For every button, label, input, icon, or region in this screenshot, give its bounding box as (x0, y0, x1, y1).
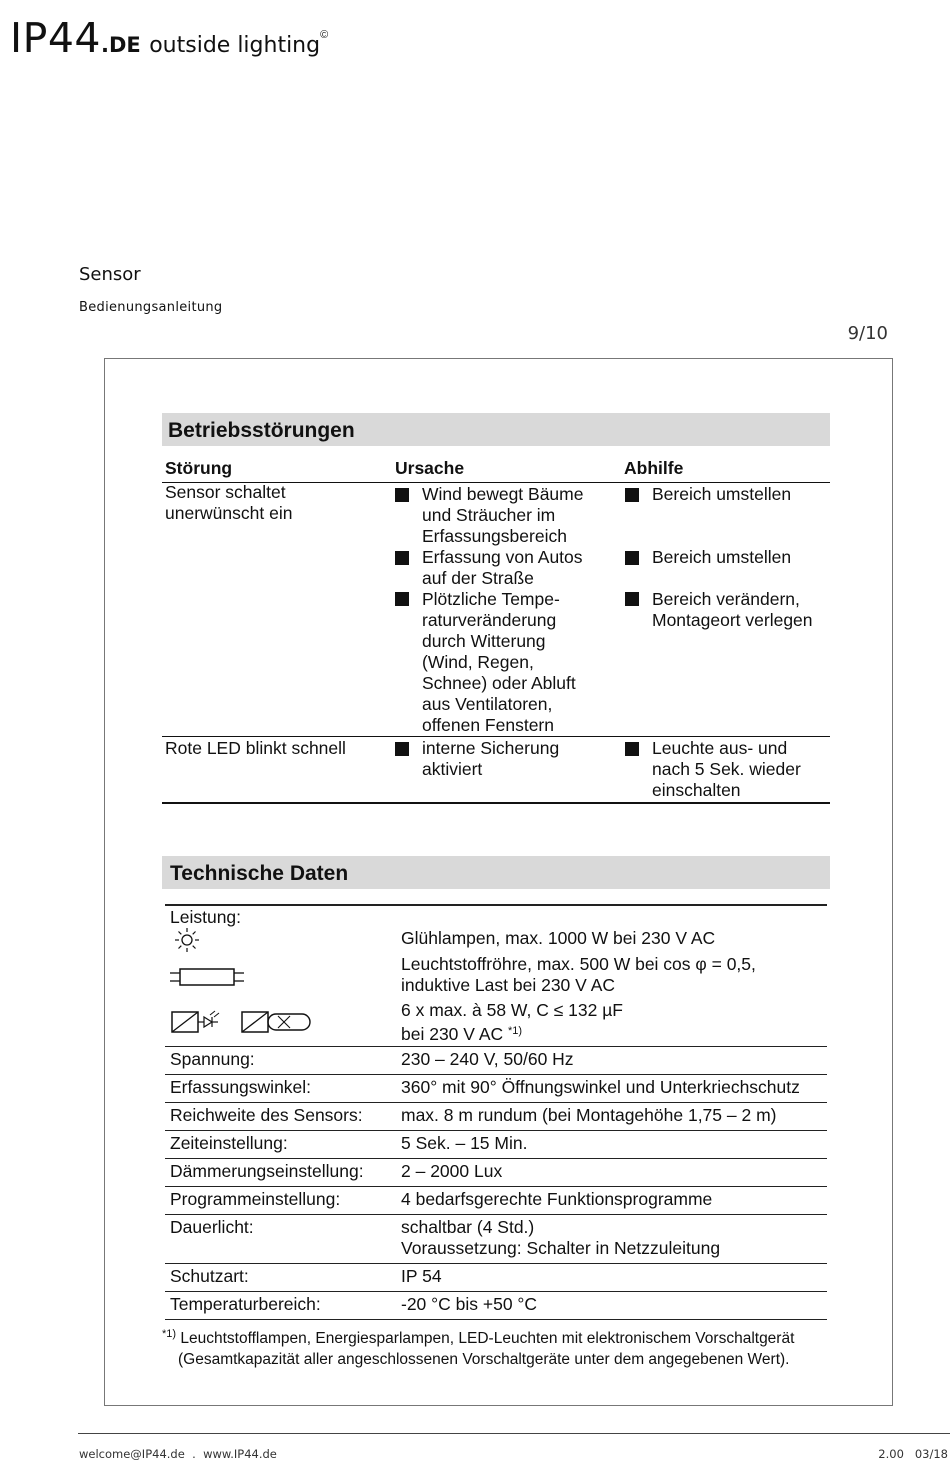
power-ballast-line-2 (401, 1021, 522, 1045)
page-number: 9/10 (847, 323, 888, 344)
document-title: Sensor (79, 264, 141, 285)
cause-1-3-line-4: (Wind, Regen, (422, 652, 534, 672)
footer-contact: welcome@IP44.de . www.IP44.de (79, 1447, 277, 1461)
spec-value-twilight: 2 – 2000 Lux (401, 1161, 503, 1181)
spec-value-program: 4 bedarfsgerechte Funktionsprogramme (401, 1189, 713, 1209)
footnote (162, 1324, 794, 1370)
remedy-2-line-2: nach 5 Sek. wieder (652, 759, 801, 779)
bullet-icon (625, 551, 639, 565)
technical-heading: Technische Daten (170, 862, 349, 885)
power-ballast-text: bei 230 V AC (401, 1024, 504, 1044)
electronic-ballast-icon (170, 1008, 314, 1036)
tech-table-top-rule (165, 904, 827, 906)
remedy-2-line-1: Leuchte aus- und (652, 738, 788, 758)
spec-value-voltage: 230 – 240 V, 50/60 Hz (401, 1049, 574, 1069)
fault-1-line-1: Sensor schaltet (165, 482, 286, 502)
spec-value-permanent-light-line-2: Voraussetzung: Schalter in Netzzuleitung (401, 1238, 721, 1258)
troubleshooting-heading-bar (162, 413, 830, 446)
power-ballast-footnote-ref: *1) (508, 1025, 523, 1037)
spec-label-voltage: Spannung: (170, 1049, 255, 1069)
logo-brand: IP44 (10, 14, 101, 62)
power-label: Leistung: (170, 907, 242, 927)
cause-1-2-line-2: auf der Straße (422, 568, 534, 588)
cause-2-line-2: aktiviert (422, 759, 483, 779)
bullet-icon (395, 592, 409, 606)
remedy-2-line-3: einschalten (652, 780, 741, 800)
spec-value-detection-angle: 360° mit 90° Öffnungswinkel und Unterkriechschutz (401, 1077, 800, 1097)
spec-value-time: 5 Sek. – 15 Min. (401, 1133, 528, 1153)
footnote-line-1 (162, 1324, 794, 1349)
power-fluorescent-line-1: Leuchtstoffröhre, max. 500 W bei cos φ = 0,5, (401, 954, 756, 974)
cause-1-2-line-1: Erfassung von Autos (422, 547, 583, 567)
bullet-icon (625, 742, 639, 756)
logo-tagline: outside lighting (149, 33, 321, 58)
cause-1-3-line-7: offenen Fenstern (422, 715, 554, 735)
tech-divider (165, 1046, 827, 1047)
remedy-1-3-line-1: Bereich verändern, (652, 589, 800, 609)
column-header-remedy: Abhilfe (624, 458, 684, 478)
power-fluorescent-line-2: induktive Last bei 230 V AC (401, 975, 616, 995)
footer-version: 2.00 03/18 (878, 1447, 948, 1461)
spec-value-range: max. 8 m rundum (bei Montagehöhe 1,75 – 2 m) (401, 1105, 777, 1125)
incandescent-bulb-icon (172, 927, 202, 953)
spec-value-protection: IP 54 (401, 1266, 442, 1286)
cause-1-1-line-1: Wind bewegt Bäume (422, 484, 584, 504)
spec-label-detection-angle: Erfassungswinkel: (170, 1077, 312, 1097)
spec-label-temperature: Temperaturbereich: (170, 1294, 321, 1314)
spec-label-twilight: Dämmerungseinstellung: (170, 1161, 364, 1181)
cause-1-3-line-5: Schnee) oder Abluft (422, 673, 576, 693)
spec-label-program: Programmeinstellung: (170, 1189, 341, 1209)
tech-divider (165, 1263, 827, 1264)
cause-1-3-line-2: raturveränderung (422, 610, 557, 630)
footnote-line-2: (Gesamtkapazität aller angeschlossenen Vorschaltgeräte unter dem angegebenen Wert). (178, 1351, 790, 1368)
bullet-icon (625, 592, 639, 606)
tech-divider (165, 1130, 827, 1131)
tech-divider (165, 1291, 827, 1292)
spec-label-permanent-light: Dauerlicht: (170, 1217, 254, 1237)
bullet-icon (395, 488, 409, 502)
cause-1-3-line-1: Plötzliche Tempe- (422, 589, 560, 609)
cause-1-1-line-3: Erfassungsbereich (422, 526, 567, 546)
row-divider (162, 736, 830, 737)
spec-label-time: Zeiteinstellung: (170, 1133, 288, 1153)
cause-2-line-1: interne Sicherung (422, 738, 560, 758)
remedy-1-3-line-2: Montageort verlegen (652, 610, 813, 630)
footnote-mark: *1) (162, 1328, 177, 1340)
remedy-1-1: Bereich umstellen (652, 484, 792, 504)
footnote-text-1: Leuchtstofflampen, Energiesparlampen, LED-Leuchten mit elektronischem Vorschaltgerät (180, 1330, 795, 1347)
tech-divider (165, 1158, 827, 1159)
power-ballast-line-1: 6 x max. à 58 W, C ≤ 132 µF (401, 1000, 623, 1020)
logo-domain: .DE (101, 33, 141, 57)
column-header-fault: Störung (165, 458, 233, 478)
spec-label-protection: Schutzart: (170, 1266, 249, 1286)
tech-divider (165, 1214, 827, 1215)
footer-divider (78, 1433, 950, 1434)
spec-label-range: Reichweite des Sensors: (170, 1105, 363, 1125)
cause-1-3-line-3: durch Witterung (422, 631, 546, 651)
tech-divider (165, 1074, 827, 1075)
bullet-icon (625, 488, 639, 502)
tech-divider (165, 1102, 827, 1103)
bullet-icon (395, 742, 409, 756)
fluorescent-tube-icon (168, 966, 246, 988)
brand-logo (10, 14, 328, 62)
troubleshooting-heading: Betriebsstörungen (168, 419, 355, 442)
fault-2: Rote LED blinkt schnell (165, 738, 346, 758)
power-incandescent: Glühlampen, max. 1000 W bei 230 V AC (401, 928, 716, 948)
document-subtitle: Bedienungsanleitung (79, 300, 223, 315)
spec-value-permanent-light-line-1: schaltbar (4 Std.) (401, 1217, 535, 1237)
logo-copyright: © (320, 29, 329, 41)
fault-1-line-2: unerwünscht ein (165, 503, 293, 523)
cause-1-1-line-2: und Sträucher im (422, 505, 556, 525)
column-header-cause: Ursache (395, 458, 465, 478)
bullet-icon (395, 551, 409, 565)
table-bottom-rule (162, 802, 830, 804)
remedy-1-2: Bereich umstellen (652, 547, 792, 567)
cause-1-3-line-6: aus Ventilatoren, (422, 694, 553, 714)
tech-table-bottom-rule (165, 1319, 827, 1320)
technical-heading-bar (162, 856, 830, 889)
spec-value-temperature: -20 °C bis +50 °C (401, 1294, 538, 1314)
tech-divider (165, 1186, 827, 1187)
